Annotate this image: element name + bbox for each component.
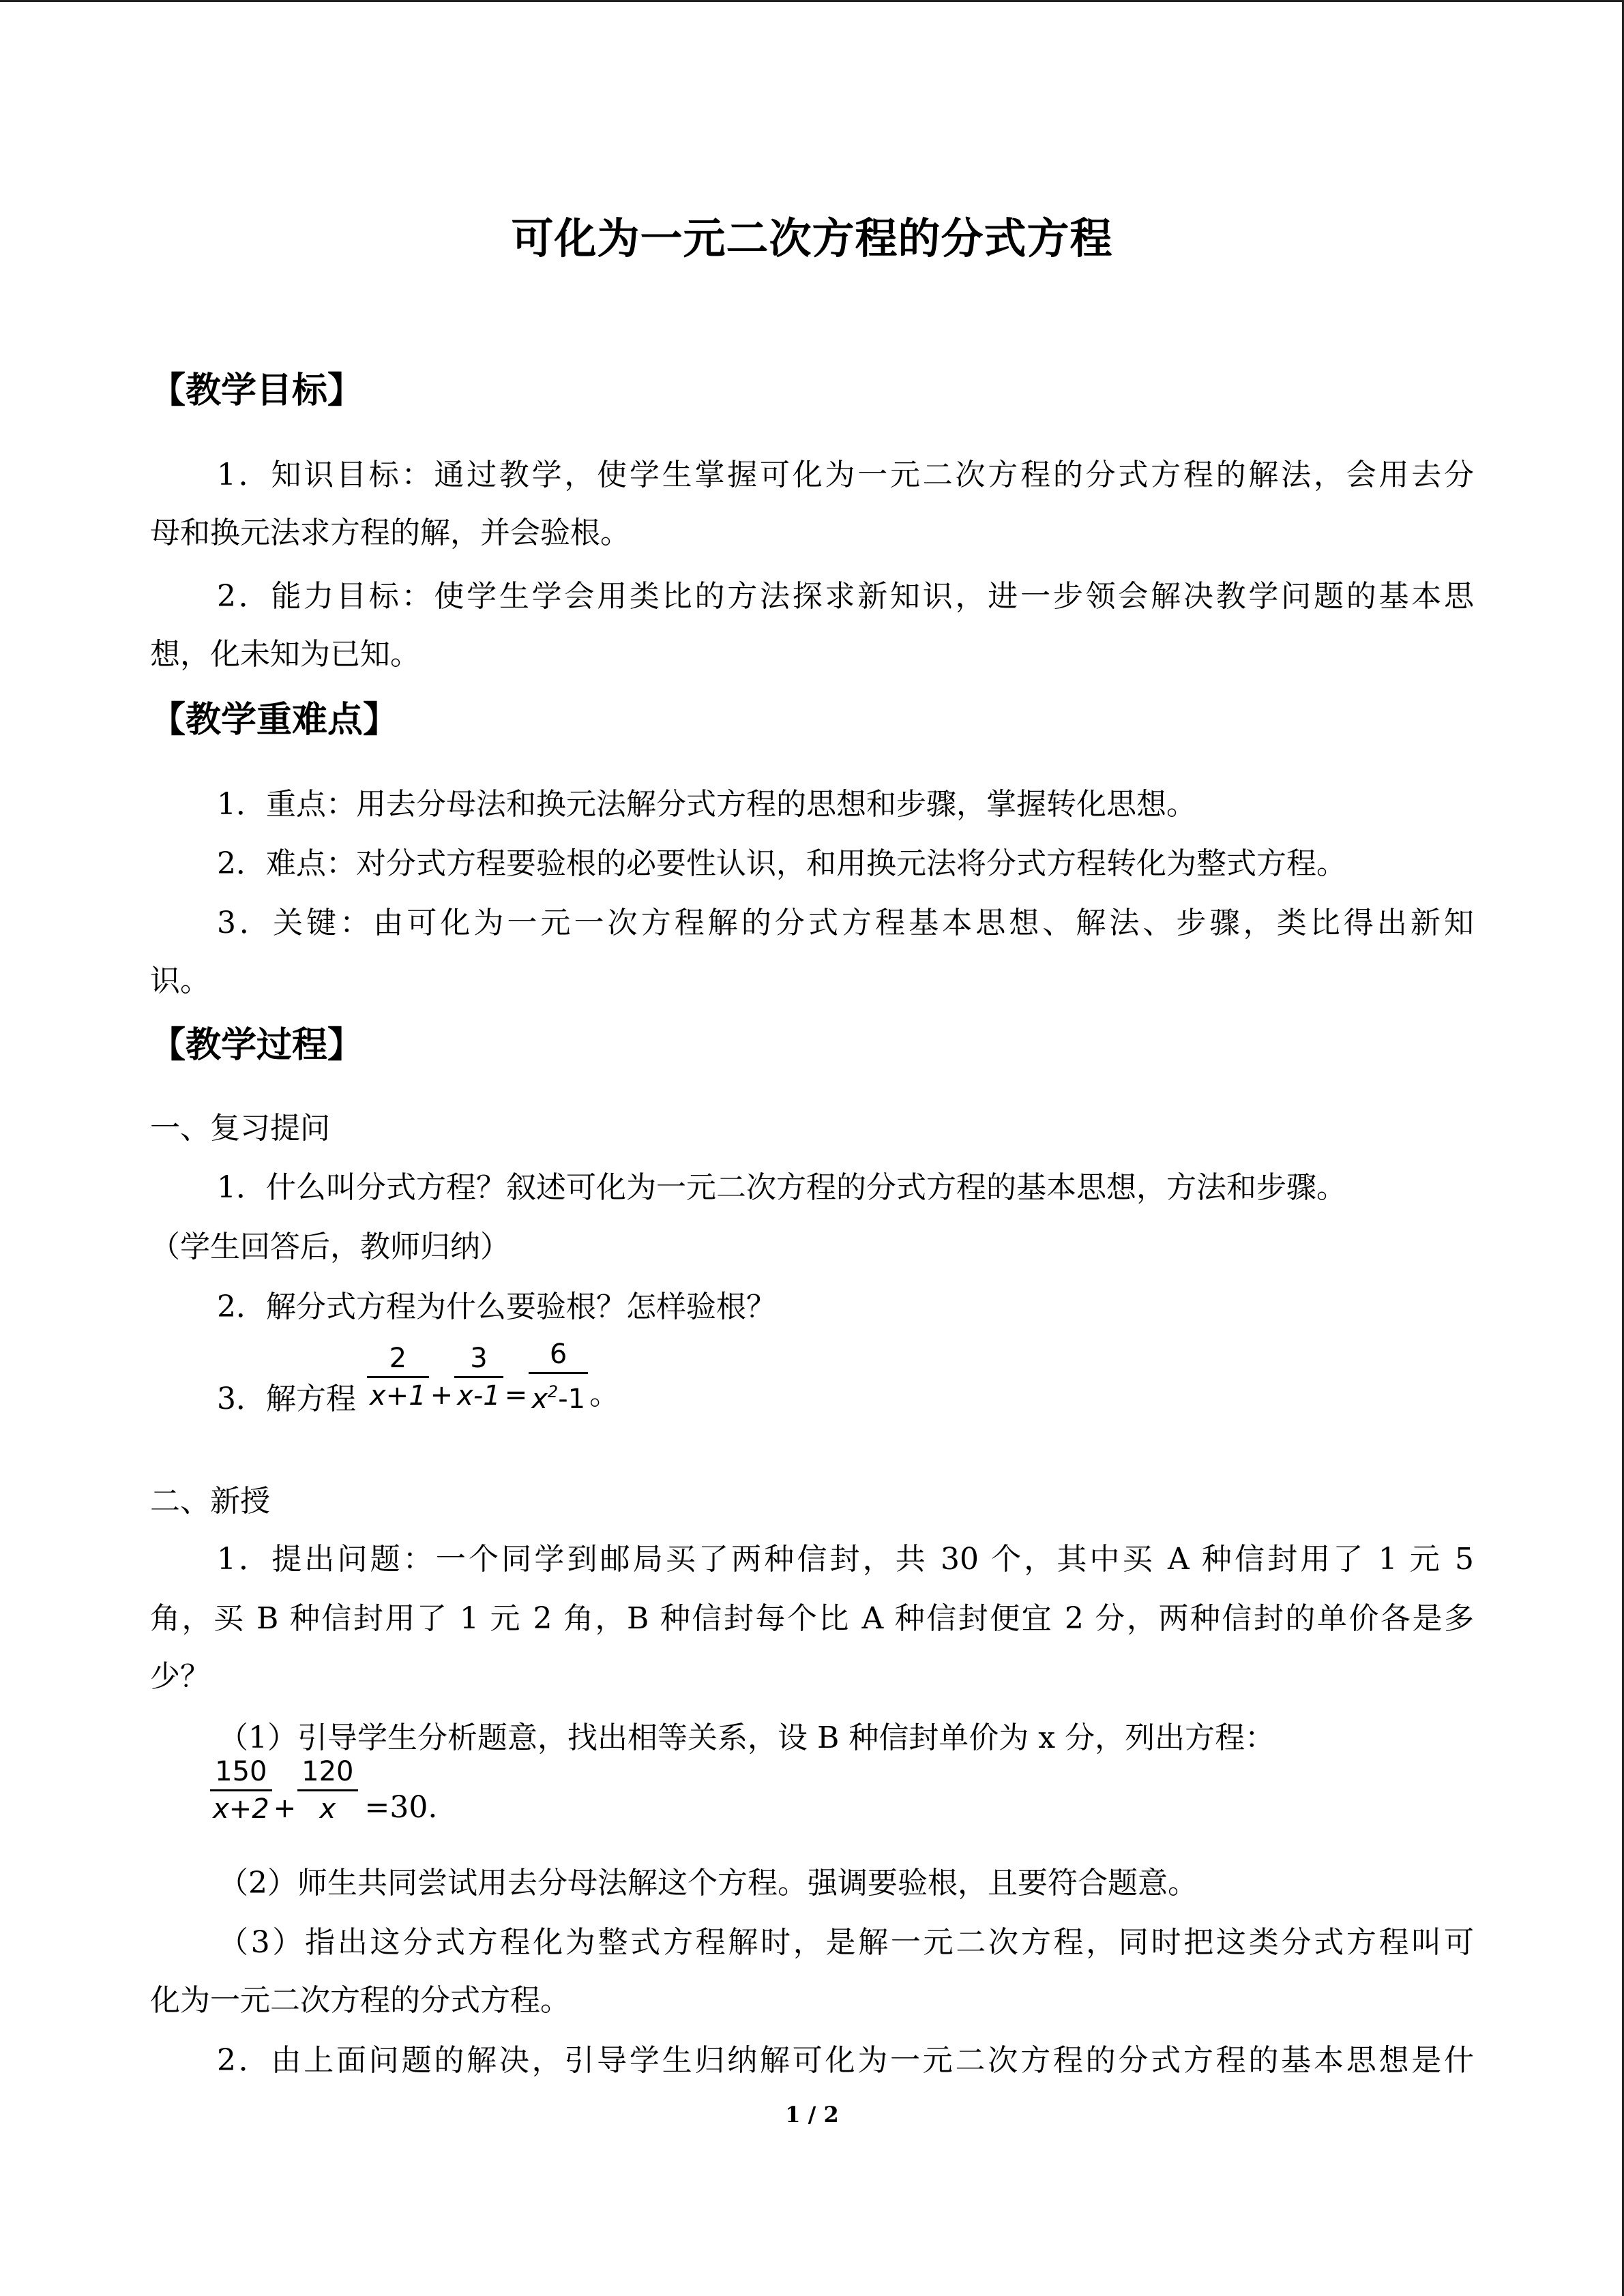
step-3-line-2: 化为一元二次方程的分式方程。 xyxy=(150,1983,570,2018)
denominator-base: x xyxy=(531,1384,548,1415)
problem-line-2: 角，买 B 种信封用了 1 元 2 角，B 种信封每个比 A 种信封便宜 2 分，两种信封的单价各是多 xyxy=(150,1601,1474,1636)
sentence-end-mark: 。 xyxy=(589,1376,620,1412)
review-question-3-label: 3．解方程 xyxy=(217,1382,356,1416)
plus-sign: + xyxy=(430,1379,454,1411)
process-heading: 【教学过程】 xyxy=(150,1024,364,1066)
fraction-numerator: 120 xyxy=(297,1754,357,1791)
new-lesson-title: 二、新授 xyxy=(150,1484,270,1519)
review-question-2: 2．解分式方程为什么要验根？怎样验根？ xyxy=(217,1289,776,1324)
objective-1-line-2: 母和换元法求方程的解，并会验根。 xyxy=(150,516,630,550)
page-border-top xyxy=(0,0,1624,2)
fraction-denominator: x-1 xyxy=(457,1380,501,1412)
denominator-tail: -1 xyxy=(558,1384,586,1415)
fraction-denominator: x xyxy=(319,1793,336,1825)
step-1: （1）引导学生分析题意，找出相等关系，设 B 种信封单价为 x 分，列出方程： xyxy=(218,1720,1275,1755)
page-title: 可化为一元二次方程的分式方程 xyxy=(511,213,1113,263)
plus-sign: + xyxy=(273,1793,297,1824)
key-point-2: 2．难点：对分式方程要验根的必要性认识，和用换元法将分式方程转化为整式方程。 xyxy=(217,846,1346,881)
summary-line-1: 2．由上面问题的解决，引导学生归纳解可化为一元二次方程的分式方程的基本思想是什 xyxy=(217,2043,1474,2078)
objective-2-line-1: 2．能力目标：使学生学会用类比的方法探求新知识，进一步领会解决教学问题的基本思 xyxy=(217,579,1474,614)
equation-1-fraction-2 xyxy=(454,1341,503,1414)
fraction-numerator: 6 xyxy=(529,1337,588,1374)
objectives-heading: 【教学目标】 xyxy=(150,370,364,411)
review-title: 一、复习提问 xyxy=(150,1111,330,1146)
equation-1-fraction-1 xyxy=(367,1341,429,1414)
review-question-3 xyxy=(217,1337,619,1417)
key-point-3-line-1: 3．关键：由可化为一元一次方程解的分式方程基本思想、解法、步骤，类比得出新知 xyxy=(217,906,1474,940)
fraction-denominator: x+2 xyxy=(213,1793,269,1825)
review-question-1: 1．什么叫分式方程？叙述可化为一元二次方程的分式方程的基本思想，方法和步骤。 xyxy=(217,1170,1346,1205)
equation-2-right-side: =30. xyxy=(364,1790,438,1825)
equals-sign: = xyxy=(504,1379,528,1411)
equation-2-fraction-2 xyxy=(297,1754,357,1827)
page-number: 1 / 2 xyxy=(785,2102,839,2128)
fraction-denominator xyxy=(529,1374,588,1417)
objective-2-line-2: 想，化未知为已知。 xyxy=(150,637,420,672)
key-point-1: 1．重点：用去分母法和换元法解分式方程的思想和步骤，掌握转化思想。 xyxy=(217,787,1196,822)
equation-1-fraction-3 xyxy=(529,1337,588,1417)
key-points-heading: 【教学重难点】 xyxy=(150,699,399,741)
equation-2-fraction-1 xyxy=(210,1754,272,1827)
fraction-numerator: 3 xyxy=(454,1341,503,1378)
fraction-numerator: 2 xyxy=(367,1341,429,1378)
fraction-numerator: 150 xyxy=(210,1754,272,1791)
step-2: （2）师生共同尝试用去分母法解这个方程。强调要验根，且要符合题意。 xyxy=(218,1866,1198,1900)
review-question-1-note: （学生回答后，教师归纳） xyxy=(150,1229,510,1264)
step-3-line-1: （3）指出这分式方程化为整式方程解时，是解一元二次方程，同时把这类分式方程叫可 xyxy=(218,1925,1474,1960)
key-point-3-line-2: 识。 xyxy=(150,964,210,998)
problem-line-3: 少？ xyxy=(150,1659,210,1694)
denominator-exponent: 2 xyxy=(547,1382,559,1401)
problem-line-1: 1．提出问题：一个同学到邮局买了两种信封，共 30 个，其中买 A 种信封用了 1 元 5 xyxy=(217,1542,1474,1577)
equation-2 xyxy=(209,1754,437,1827)
objective-1-line-1: 1．知识目标：通过教学，使学生掌握可化为一元二次方程的分式方程的解法，会用去分 xyxy=(217,458,1474,492)
fraction-denominator: x+1 xyxy=(370,1380,426,1412)
